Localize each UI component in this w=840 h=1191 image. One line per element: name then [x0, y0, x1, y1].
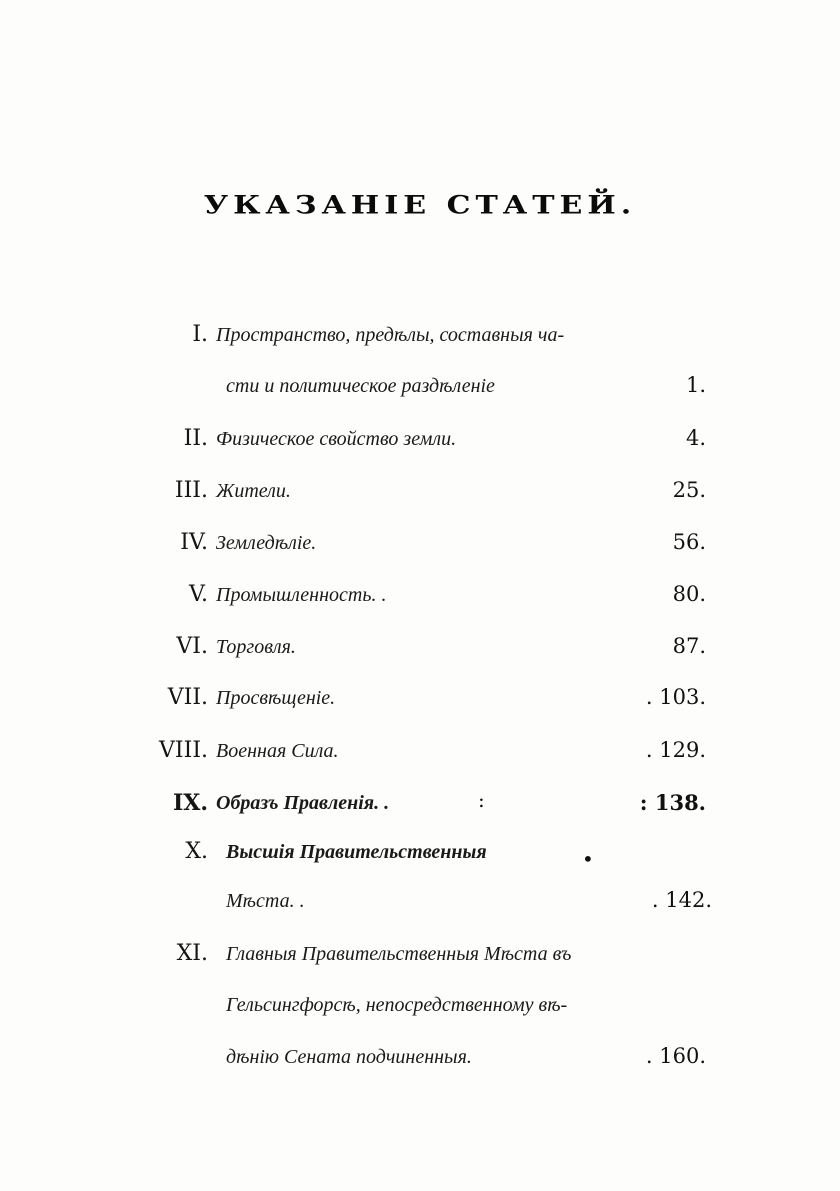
toc-entry [0, 578, 840, 618]
entry-number: X. [185, 839, 208, 864]
entry-number: VII. [167, 685, 208, 710]
toc-entry-continuation [0, 1040, 840, 1080]
entry-page: 56. [672, 530, 706, 554]
toc-entry [0, 318, 840, 358]
entry-page: 1. [685, 373, 706, 397]
entry-page: 80. [672, 582, 706, 606]
entry-page: 25. [672, 478, 706, 502]
entry-number: VI. [176, 634, 208, 659]
page-title: УКАЗАНІЕ СТАТЕЙ. [203, 190, 637, 221]
entry-page: . 129. [645, 738, 706, 762]
entry-number: II. [183, 426, 208, 451]
toc-entry [0, 734, 840, 774]
entry-title-line: Мѣста. . [226, 890, 305, 912]
printing-speck: : [478, 788, 485, 812]
toc-entry [0, 681, 840, 721]
entry-title-line: Земледѣліе. [216, 532, 317, 554]
toc-entry-continuation [0, 884, 840, 924]
entry-page: . 142. [651, 888, 712, 912]
entry-title-line: Промышленность. . [216, 584, 387, 606]
entry-page: 4. [685, 426, 706, 450]
entry-title-line: сти и политическое раздѣленіе [226, 375, 495, 397]
entry-title-line: Гельсингфорсѣ, непосредственному вѣ- [226, 994, 568, 1016]
entry-number: IX. [172, 790, 208, 816]
entry-title-line: дѣнію Сената подчиненныя. [226, 1046, 472, 1068]
entry-title-line: Военная Сила. [216, 740, 339, 762]
entry-title-line: Просвѣщеніе. [216, 687, 336, 709]
entry-number: VIII. [159, 738, 208, 763]
toc-entry-continuation [0, 988, 840, 1028]
entry-title-line: Торговля. [216, 636, 296, 658]
entry-title-line: Жители. [216, 480, 291, 502]
toc-entry-continuation [0, 369, 840, 409]
toc-entry [0, 835, 840, 875]
entry-number: V. [188, 582, 208, 607]
toc-entry [0, 937, 840, 977]
toc-entry [0, 474, 840, 514]
toc-entry [0, 786, 840, 826]
entry-page: : 138. [639, 790, 706, 815]
printing-speck: • [582, 847, 594, 871]
entry-title-line: Образъ Правленія. . [216, 792, 390, 814]
entry-number: III. [174, 478, 208, 503]
toc-entry [0, 630, 840, 670]
entry-page: . 103. [645, 685, 706, 709]
entry-number: XI. [176, 941, 208, 966]
entry-number: IV. [180, 530, 208, 555]
entry-title-line: Главныя Правительственныя Мѣста въ [226, 943, 572, 965]
entry-number: I. [192, 322, 208, 347]
entry-title-line: Физическое свойство земли. [216, 428, 457, 450]
entry-title-line: Пространство, предѣлы, составныя ча- [216, 324, 565, 346]
toc-entry [0, 526, 840, 566]
toc-entry [0, 422, 840, 462]
entry-page: 87. [672, 634, 706, 658]
entry-page: . 160. [645, 1044, 706, 1068]
entry-title-line: Высшія Правительственныя [226, 841, 487, 863]
